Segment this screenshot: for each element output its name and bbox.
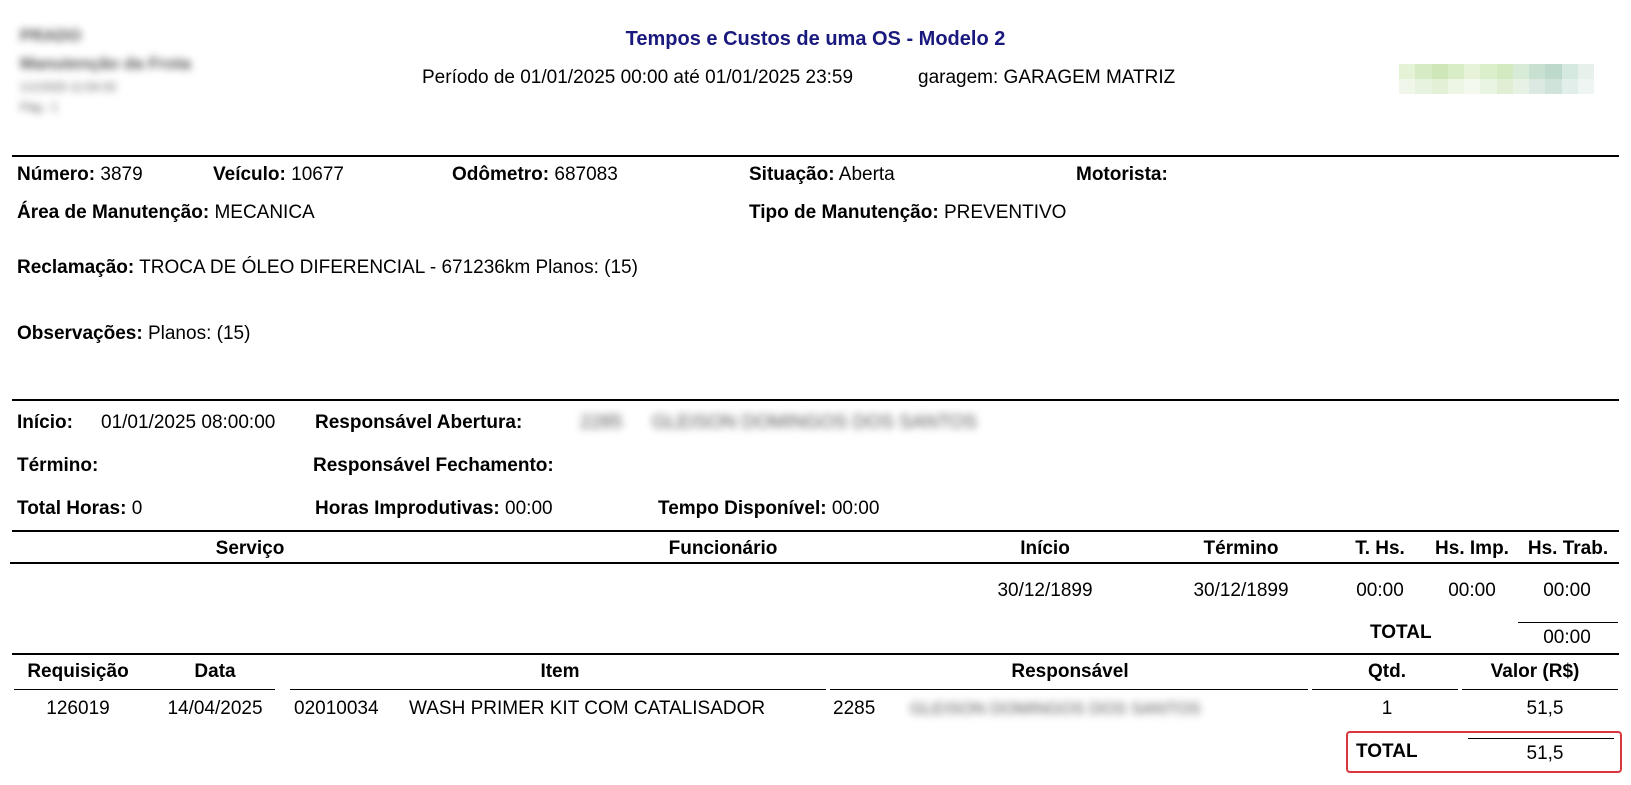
mosaic-cell xyxy=(1545,79,1561,94)
mosaic-cell xyxy=(1448,64,1464,79)
divider xyxy=(12,530,1619,532)
mosaic-cell xyxy=(1513,79,1529,94)
divider xyxy=(12,653,1619,655)
label: Situação: xyxy=(749,164,835,185)
divider xyxy=(12,155,1619,157)
label: Reclamação: xyxy=(17,257,135,278)
label: Número: xyxy=(17,164,96,185)
field-observacoes xyxy=(17,323,250,345)
col-header-hstrab: Hs. Trab. xyxy=(1527,538,1609,559)
value: 10677 xyxy=(291,164,344,185)
service-termino: 30/12/1899 xyxy=(1193,580,1289,601)
col-header-funcionario: Funcionário xyxy=(668,538,778,559)
company-subtitle: Manutenção da Frota xyxy=(20,54,191,73)
mosaic-cell xyxy=(1480,64,1496,79)
col-header-valor: Valor (R$) xyxy=(1490,661,1580,682)
col-header-ths: T. Hs. xyxy=(1355,538,1405,559)
field-tipo xyxy=(749,202,1066,224)
label: Odômetro: xyxy=(452,164,550,185)
resp-fechamento-label: Responsável Fechamento: xyxy=(313,455,554,476)
mosaic-cell xyxy=(1513,64,1529,79)
inicio-value: 01/01/2025 08:00:00 xyxy=(101,412,276,433)
field-odometro xyxy=(452,164,618,186)
col-header-data: Data xyxy=(194,661,236,682)
value: MECANICA xyxy=(214,202,315,223)
header-underline xyxy=(1312,689,1458,690)
value: 00:00 xyxy=(831,498,880,519)
service-inicio: 30/12/1899 xyxy=(997,580,1093,601)
field-situacao xyxy=(749,164,895,186)
col-header-qtd: Qtd. xyxy=(1368,661,1406,682)
col-header-item: Item xyxy=(540,661,580,682)
mosaic-cell xyxy=(1545,64,1561,79)
field-horas-improdutivas xyxy=(315,498,553,520)
col-header-inicio: Início xyxy=(1020,538,1070,559)
mosaic-cell xyxy=(1415,79,1431,94)
label: Veículo: xyxy=(213,164,286,185)
header-underline xyxy=(830,689,1308,690)
mosaic-cell xyxy=(1432,64,1448,79)
value: Aberta xyxy=(838,164,895,185)
label: Observações: xyxy=(17,323,143,344)
value: 3879 xyxy=(100,164,143,185)
resp-abertura-name: GLEISON DOMINGOS DOS SANTOS xyxy=(652,412,977,433)
item-requisicao: 126019 xyxy=(46,698,110,719)
mosaic-cell xyxy=(1578,64,1594,79)
mosaic-cell xyxy=(1464,79,1480,94)
item-valor: 51,5 xyxy=(1526,698,1564,719)
mosaic-cell xyxy=(1399,79,1415,94)
page-number: Pág.: 1 xyxy=(20,100,59,114)
service-hstrab: 00:00 xyxy=(1543,580,1591,601)
value: TROCA DE ÓLEO DIFERENCIAL - 671236km Planos: (15) xyxy=(139,257,638,278)
report-period: Período de 01/01/2025 00:00 até 01/01/2025 23:59 xyxy=(422,67,854,88)
field-reclamacao xyxy=(17,257,638,279)
mosaic-cell xyxy=(1529,64,1545,79)
header-underline xyxy=(1462,689,1618,690)
value: PREVENTIVO xyxy=(943,202,1067,223)
field-area xyxy=(17,202,315,224)
services-total-value: 00:00 xyxy=(1543,627,1591,648)
items-total-label: TOTAL xyxy=(1356,741,1418,762)
report-title: Tempos e Custos de uma OS - Modelo 2 xyxy=(625,28,1006,50)
blurred-logo xyxy=(1399,64,1594,94)
termino-label: Término: xyxy=(17,455,99,476)
inicio-label: Início: xyxy=(17,412,73,433)
col-header-hsimp: Hs. Imp. xyxy=(1435,538,1509,559)
mosaic-cell xyxy=(1562,79,1578,94)
item-data: 14/04/2025 xyxy=(167,698,263,719)
divider xyxy=(10,562,1619,564)
service-ths: 00:00 xyxy=(1356,580,1404,601)
mosaic-cell xyxy=(1529,79,1545,94)
col-header-servico: Serviço xyxy=(215,538,285,559)
header-underline xyxy=(14,689,275,690)
sum-line xyxy=(1518,622,1618,623)
field-veiculo xyxy=(213,164,344,186)
field-numero xyxy=(17,164,143,186)
label: Área de Manutenção: xyxy=(17,202,210,223)
item-resp-name: GLEISON DOMINGOS DOS SANTOS xyxy=(910,699,1201,718)
divider xyxy=(12,399,1619,401)
field-motorista-label: Motorista: xyxy=(1076,164,1168,185)
label: Tempo Disponível: xyxy=(658,498,827,519)
mosaic-cell xyxy=(1497,79,1513,94)
item-qtd: 1 xyxy=(1381,698,1393,719)
service-hsimp: 00:00 xyxy=(1448,580,1496,601)
label: Tipo de Manutenção: xyxy=(749,202,939,223)
mosaic-cell xyxy=(1464,64,1480,79)
item-description: WASH PRIMER KIT COM CATALISADOR xyxy=(409,698,766,719)
sum-line xyxy=(1468,738,1614,739)
services-total-label: TOTAL xyxy=(1370,622,1432,643)
header-underline xyxy=(290,689,826,690)
value: 00:00 xyxy=(505,498,553,519)
col-header-requisicao: Requisição xyxy=(27,661,129,682)
label: Horas Improdutivas: xyxy=(315,498,500,519)
mosaic-cell xyxy=(1480,79,1496,94)
value: Planos: (15) xyxy=(147,323,251,344)
field-tempo-disponivel xyxy=(658,498,879,520)
col-header-responsavel: Responsável xyxy=(1011,661,1129,682)
value: 0 xyxy=(131,498,143,519)
items-total-value: 51,5 xyxy=(1526,743,1564,764)
mosaic-cell xyxy=(1448,79,1464,94)
resp-abertura-label: Responsável Abertura: xyxy=(315,412,523,433)
mosaic-cell xyxy=(1562,64,1578,79)
col-header-termino: Término xyxy=(1203,538,1279,559)
item-code: 02010034 xyxy=(294,698,379,719)
resp-abertura-code: 2285 xyxy=(580,412,623,433)
mosaic-cell xyxy=(1432,79,1448,94)
company-name: PRADO xyxy=(20,26,82,45)
mosaic-cell xyxy=(1399,64,1415,79)
value: 687083 xyxy=(554,164,618,185)
report-garage: garagem: GARAGEM MATRIZ xyxy=(918,67,1176,88)
mosaic-cell xyxy=(1497,64,1513,79)
mosaic-cell xyxy=(1415,64,1431,79)
label: Total Horas: xyxy=(17,498,127,519)
item-resp-code: 2285 xyxy=(833,698,876,719)
company-datetime: 1/1/2025 11:54:33 xyxy=(20,80,116,94)
field-total-horas xyxy=(17,498,142,520)
mosaic-cell xyxy=(1578,79,1594,94)
